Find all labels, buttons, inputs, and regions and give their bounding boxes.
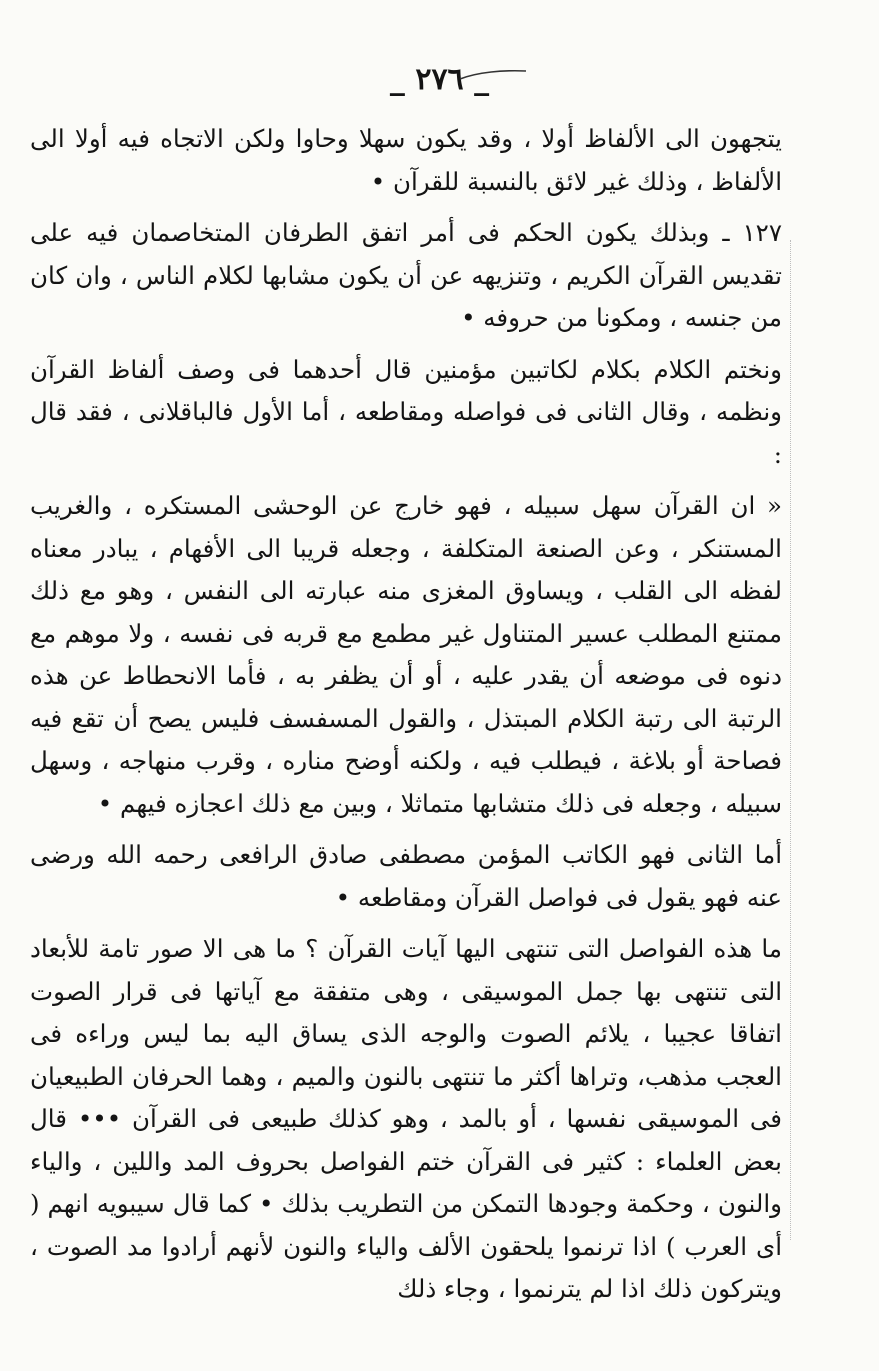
quote-rafii: ما هذه الفواصل التى تنتهى اليها آيات القرآن ؟ ما هى الا صور تامة للأبعاد التى تنتهى بها جمل الموسيقى ، وهى متفقة مع آياتها فى قرار الصوت اتفاقا عجيبا ، يلائم الصوت والوجه الذى يساق اليه بما ليس وراءه فى العجب مذهب، وتراها أكثر ما تنتهى بالنون والميم ، وهما الحرفان الطبيعيان فى الموسيقى نفسها ، أو بالمد ، وهو كذلك طبيعى فى القرآن ••• قال بعض العلماء : كثير فى القرآن ختم الفواصل بحروف المد واللين ، والياء والنون ، وحكمة وجودها التمكن من التطريب بذلك • كما قال سيبويه انهم ( أى العرب ) اذا ترنموا يلحقون الألف والياء والنون لأنهم أرادوا مد الصوت ، ويتركون ذلك اذا لم يترنموا ، وجاء ذلك xyxy=(30,934,782,1303)
header-flourish-icon xyxy=(458,68,528,82)
paragraph-rafii-intro: أما الثانى فهو الكاتب المؤمن مصطفى صادق الرافعى رحمه الله ورضى عنه فهو يقول فى فواصل القرآن ومقاطعه • xyxy=(30,840,782,912)
paragraph-127: ١٢٧ ـ وبذلك يكون الحكم فى أمر اتفق الطرفان المتخاصمان فيه على تقديس القرآن الكريم ، وتنزيهه عن أن يكون مشابها لكلام الناس ، وان كان من جنسه ، ومكونا من حروفه • xyxy=(30,218,782,332)
quote-baqillani: « ان القرآن سهل سبيله ، فهو خارج عن الوحشى المستكره ، والغريب المستنكر ، وعن الصنعة المتكلفة ، وجعله قريبا الى الأفهام ، يبادر معناه لفظه الى القلب ، ويساوق المغزى منه عبارته الى النفس ، وهو مع ذلك ممتنع المطلب عسير المتناول غير مطمع مع قربه فى نفسه ، ولا موهم مع دنوه فى موضعه أن يقدر عليه ، أو أن يظفر به ، فأما الانحطاط عن هذه الرتبة الى رتبة الكلام المبتذل ، والقول المسفسف فليس يصح أن تقع فيه فصاحة أو بلاغة ، فيطلب فيه ، ولكنه أوضح مناره ، وقرب منهاجه ، وسهل سبيله ، وجعله فى ذلك متشابها متماثلا ، وبين مع ذلك اعجازه فيهم • xyxy=(30,491,782,818)
page-body xyxy=(30,118,782,1311)
margin-rule xyxy=(790,240,792,1240)
paragraph-intro-continuation: يتجهون الى الألفاظ أولا ، وقد يكون سهلا وحاوا ولكن الاتجاه فيه أولا الى الألفاظ ، وذلك غير لائق بالنسبة للقرآن • xyxy=(30,124,782,196)
paragraph-closing-intro: ونختم الكلام بكلام لكاتبين مؤمنين قال أحدهما فى وصف ألفاظ القرآن ونظمه ، وقال الثانى فى فواصله ومقاطعه ، أما الأول فالباقلانى ، فقد قال : xyxy=(30,354,782,469)
page-number: _ ٢٧٦ _ xyxy=(389,62,490,97)
